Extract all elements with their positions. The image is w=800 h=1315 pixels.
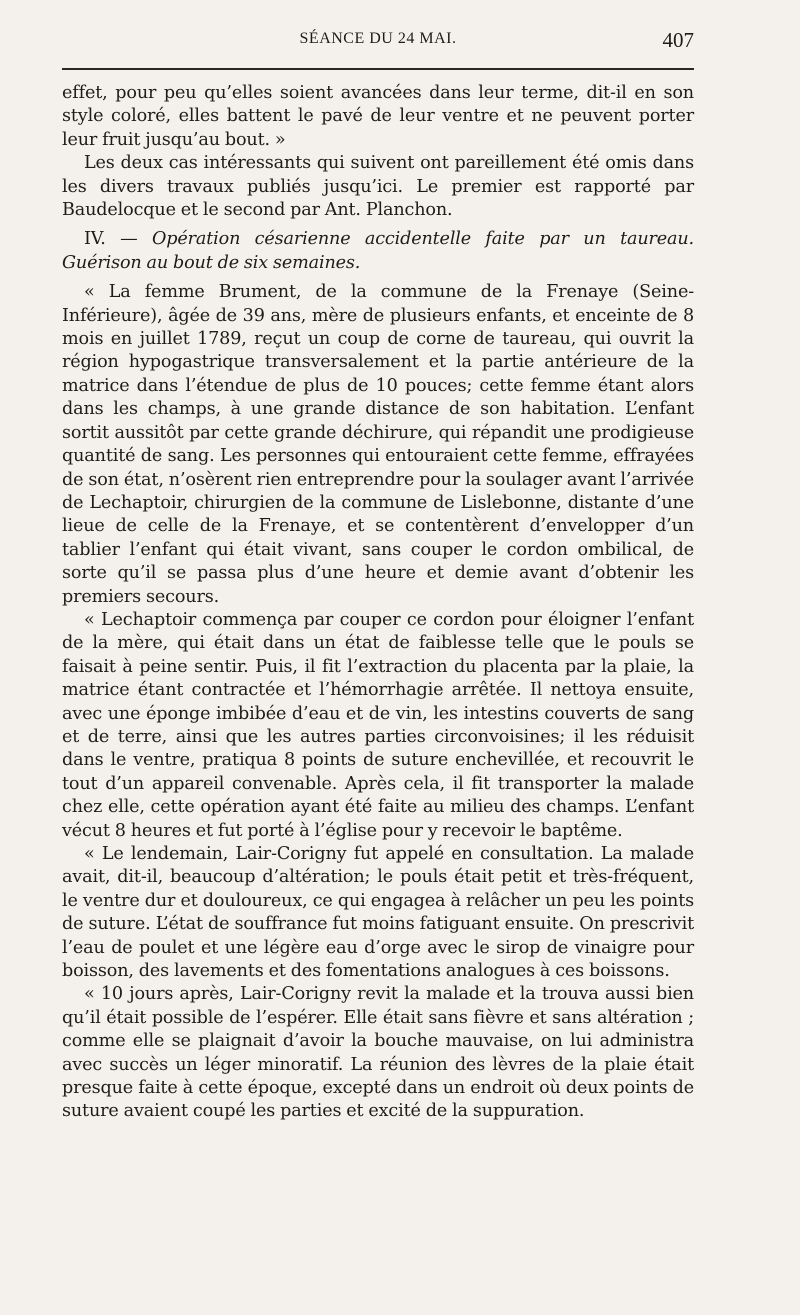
paragraph-continuation: effet, pour peu qu’elles soient avancées dans leur terme, dit-il en son style coloré, elles battent le pavé de leur ventre et ne peuvent porter leur fruit jusqu’au bout. » [62,83,694,150]
quote-paragraph-3: « Le lendemain, Lair-Corigny fut appelé en consultation. La malade avait, dit-il, beaucoup d’altération; le pouls était petit et très-fréquent, le ventre dur et douloureux, ce qui engagea à relâcher un peu les points de suture. L’état de souffrance fut moins fatiguant ensuite. On prescrivit l’eau de poulet et une légère eau d’orge avec le sirop de vinaigre pour boisson, des lavements et des fomentations analogues à ces boissons. [62,844,694,982]
paragraph-intro: Les deux cas intéressants qui suivent ont pareillement été omis dans les divers travaux publiés jusqu’ici. Le premier est rapporté par Baudelocque et le second par Ant. Planchon. [62,153,694,221]
running-title: SÉANCE DU 24 MAI. [299,30,457,47]
quote-paragraph-2: « Lechaptoir commença par couper ce cordon pour éloigner l’enfant de la mère, qui était dans un état de faiblesse telle que le pouls se faisait à peine sentir. Puis, il fit l’extraction du placenta par la plaie, la matrice étant contractée et l’hémorrhagie arrêtée. Il nettoya ensuite, avec une éponge imbibée d’eau et de vin, les intestins couverts de sang et de terre, ainsi que les autres parties circonvoisines; il les réduisit dans le ventre, pratiqua 8 points de suture enchevillée, et recouvrit le tout d’un appareil convenable. Après cela, il fit transporter la malade chez elle, cette opération ayant été faite au milieu des champs. L’enfant vécut 8 heures et fut porté à l’église pour y recevoir le baptême. [62,609,694,841]
running-head [62,30,694,54]
body-text [62,82,694,1124]
section-title: — Opération césarienne accidentelle faite par un taureau. Guérison au bout de six semaines. [62,229,694,273]
header-rule [62,68,694,70]
section-heading [62,228,694,275]
page-number: 407 [662,28,694,52]
section-number: IV. [84,229,106,250]
quote-paragraph-4: « 10 jours après, Lair-Corigny revit la malade et la trouva aussi bien qu’il était possible de l’espérer. Elle était sans fièvre et sans altération ; comme elle se plaignait d’avoir la bouche mauvaise, on lui administra avec succès un léger minoratif. La réunion des lèvres de la plaie était presque faite à cette époque, excepté dans un endroit où deux points de suture avaient coupé les parties et excité de la suppuration. [62,984,694,1122]
quote-paragraph-1: « La femme Brument, de la commune de la Frenaye (Seine-Inférieure), âgée de 39 ans, mère de plusieurs enfants, et enceinte de 8 mois en juillet 1789, reçut un coup de corne de taureau, qui ouvrit la région hypogastrique transversalement et la partie antérieure de la matrice dans l’étendue de plus de 10 pouces; cette femme étant alors dans les champs, à une grande distance de son habitation. L’enfant sortit aussitôt par cette grande déchirure, qui répandit une prodigieuse quantité de sang. Les personnes qui entouraient cette femme, effrayées de son état, n’osèrent rien entreprendre pour la soulager avant l’arrivée de Lechaptoir, chirurgien de la commune de Lislebonne, distante d’une lieue de celle de la Frenaye, et se contentèrent d’envelopper d’un tablier l’enfant qui était vivant, sans couper le cordon ombilical, de sorte qu’il se passa plus d’une heure et demie avant d’obtenir les premiers secours. [62,282,694,607]
